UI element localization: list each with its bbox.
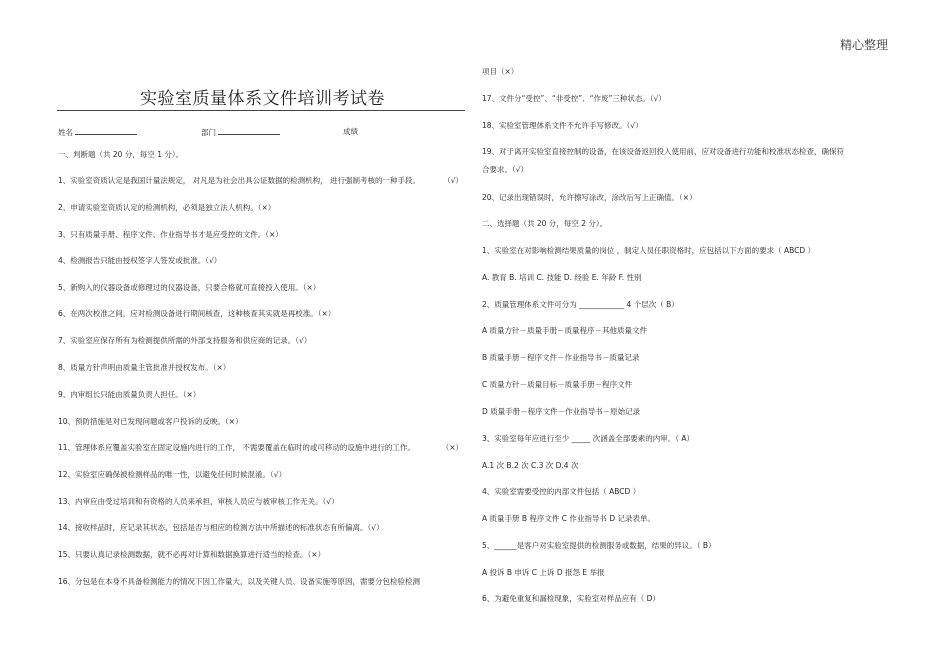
question-line: 项目（×） xyxy=(482,67,519,76)
question-item: 9、内审组长只能由质量负责人担任。（×） xyxy=(58,390,201,399)
option-line: A 质量方针－质量手册－质量程序－其他质量文件 xyxy=(482,326,648,335)
score-label: 成绩 xyxy=(343,127,358,136)
question-line: 18、实验室管理体系文件不允许手写修改。（√） xyxy=(482,121,643,130)
question-item: 3、只有质量手册、程序文件、作业指导书才是应受控的文件。（×） xyxy=(58,230,283,239)
question-line: 1、实验室在对影响检测结果质量的岗位 ，制定人员任职资格时，应包括以下方面的要求（ ABCD ） xyxy=(482,246,816,255)
question-item: 2、申请实验室资质认定的检测机构，必须是独立法人机构。（×） xyxy=(58,203,276,212)
name-field xyxy=(58,126,137,138)
question-line: 4、实验室需要受控的内部文件包括（ ABCD ） xyxy=(482,487,641,496)
page-title: 实验室质量体系文件培训考试卷 xyxy=(140,89,385,109)
header-label: 精心整理 xyxy=(839,38,888,52)
question-line: 2、质量管理体系文件可分为 ____________ 4 个层次（ B） xyxy=(482,300,679,309)
question-item: 4、检测报告只能由授权签字人签发或批准。（√） xyxy=(58,256,222,265)
dept-blank xyxy=(218,126,280,135)
question-item: 8、质量方针声明由质量主管批准并授权发布。（×） xyxy=(58,363,231,372)
question-item: 5、新购入的仪器设备或修理过的仪器设备，只要合格就可直接投入使用。（×） xyxy=(58,283,321,292)
option-line: A 质量手册 B 程序文件 C 作业指导书 D 记录表单。 xyxy=(482,514,655,523)
question-item: 11、管理体系应覆盖实验室在固定设施内进行的工作， 不需要覆盖在临时的或可移动的设施中进行的工作。 （×） xyxy=(58,443,463,452)
option-line: A 投诉 B 申诉 C 上诉 D 报怨 E 举报 xyxy=(482,568,605,577)
question-item: 14、接收样品时，应记录其状态，包括是否与相应的检测方法中所描述的标准状态有所偏离。（√） xyxy=(58,523,384,532)
name-blank xyxy=(75,126,137,135)
question-line: 17、文件分“受控”、“非受控”、“作废”三种状态。（√） xyxy=(482,94,666,103)
question-item: 6、在两次校准之间，应对检测设备进行期间核查，这种核查其实就是再校准。（×） xyxy=(58,309,336,318)
section-heading-multiple-choice: 二、选择题（共 20 分，每空 2 分）。 xyxy=(482,219,608,228)
name-label: 姓名 xyxy=(58,128,73,137)
question-item: 13、内审应由受过培训和有资格的人员来承担，审核人员应与被审核工作无关。（√） xyxy=(58,497,339,506)
question-item: 16、分包是在本身不具备检测能力的情况下因工作量大，以及关键人员、设备实施等原因，需要分包检验检测 xyxy=(58,577,421,586)
question-line: 6、为避免重复和漏检现象，实验室对样品应有（ D） xyxy=(482,594,660,603)
question-item: 7、实验室应保存所有为检测提供所需的外部支持服务和供应商的记录。（√） xyxy=(58,336,312,345)
option-line: A. 教育 B. 培训 C. 技能 D. 经验 E. 年龄 F. 性别 xyxy=(482,273,642,282)
question-line: 3、实验室每年应进行至少 _____ 次涵盖全部要素的内审。（ A） xyxy=(482,434,695,443)
info-row xyxy=(58,126,468,138)
question-line: 20、记录出现错误时，允许擦写涂改，涂改后写上正确值。（×） xyxy=(482,193,697,202)
question-item: 1、实验室资质认定是我国计量法规定， 对凡是为社会出具公证数据的检测机构， 进行强制考核的一种手段。 （√） xyxy=(58,176,463,185)
question-line: 5、______是客户对实验室提供的检测服务或数据，结果的异议。（ B） xyxy=(482,541,716,550)
dept-field xyxy=(201,126,280,138)
question-item: 15、只要认真记录检测数据，就不必再对计算和数据换算进行适当的检查。（×） xyxy=(58,550,326,559)
option-line: A.1 次 B.2 次 C.3 次 D.4 次 xyxy=(482,461,579,470)
score-field xyxy=(343,126,358,137)
question-line: 合要求。（√） xyxy=(482,165,529,174)
title-divider xyxy=(57,110,465,111)
question-item: 12、实验室应确保被检测样品的唯一性，以避免任何时候混淆。（√） xyxy=(58,470,287,479)
dept-label: 部门 xyxy=(201,128,216,137)
section-heading-true-false: 一、判断题（共 20 分，每空 1 分）。 xyxy=(58,150,184,159)
option-line: C 质量方针－质量目标－质量手册－程序文件 xyxy=(482,380,633,389)
question-line: 19、对于离开实验室直接控制的设备，在该设备返回投入使用前，应对设备进行功能和校准状态检查，确保符 xyxy=(482,147,845,156)
question-item: 10、预防措施是对已发现问题或客户投诉的反映。（×） xyxy=(58,417,243,426)
option-line: D 质量手册－程序文件－作业指导书－原始记录 xyxy=(482,407,641,416)
option-line: B 质量手册－程序文件－作业指导书－质量记录 xyxy=(482,353,640,362)
